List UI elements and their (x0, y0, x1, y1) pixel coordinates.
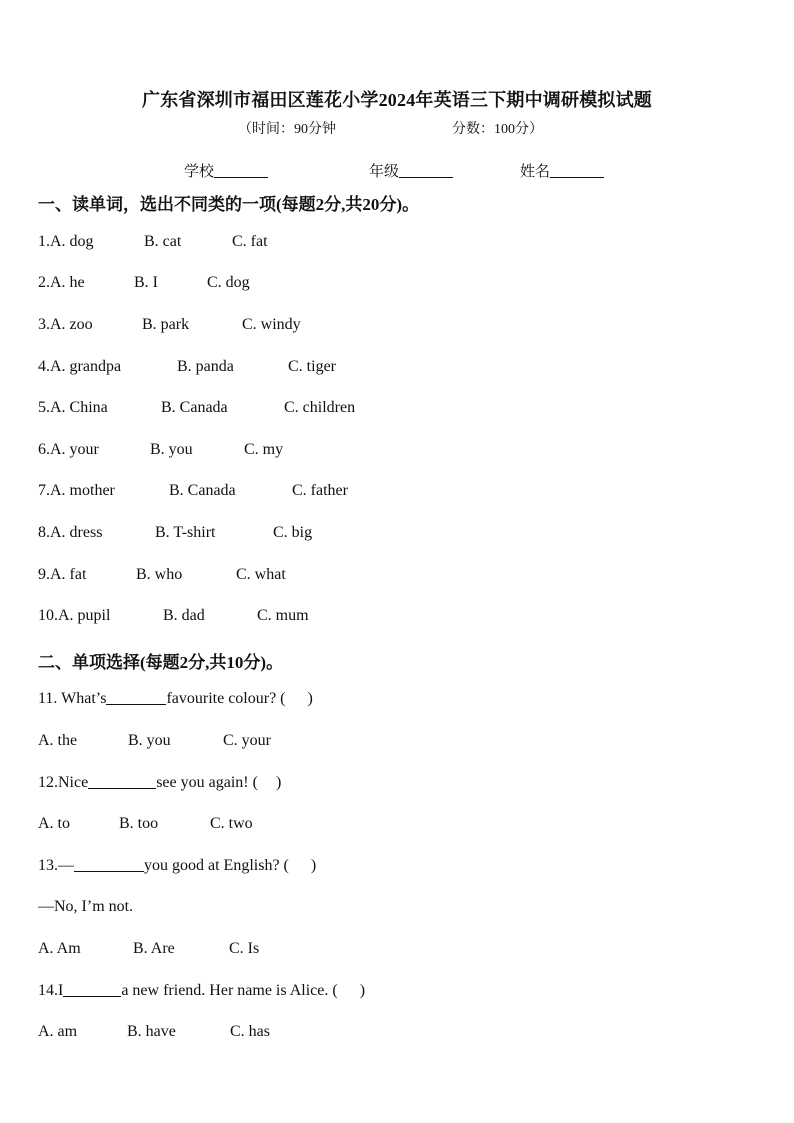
option-b: B. you (150, 441, 193, 458)
question-row (38, 441, 283, 459)
question-row (38, 524, 312, 542)
question-12-prefix: 12.Nice (38, 774, 89, 791)
option-a: A. dog (50, 233, 94, 250)
question-11-close: ) (307, 690, 313, 707)
question-11-text: favourite colour? ( (166, 690, 286, 707)
option-b: B. Are (133, 940, 175, 957)
question-12 (38, 774, 281, 792)
school-blank[interactable] (214, 163, 268, 178)
option-a: A. am (38, 1023, 78, 1040)
question-row (38, 566, 286, 584)
question-13 (38, 857, 316, 875)
option-c: C. tiger (288, 358, 336, 375)
question-number: 9. (38, 566, 50, 583)
section2-heading: 二、单项选择(每题2分,共10分)。 (38, 653, 284, 672)
option-b: B. have (127, 1023, 176, 1040)
option-b: B. panda (177, 358, 234, 375)
section1-heading: 一、读单词，选出不同类的一项(每题2分,共20分)。 (38, 195, 420, 214)
option-a: A. Am (38, 940, 81, 957)
option-a: A. pupil (58, 607, 111, 624)
question-row (38, 607, 309, 625)
option-a: A. he (50, 274, 85, 291)
grade-label: 年级 (369, 164, 400, 180)
name-blank[interactable] (550, 163, 604, 178)
question-number: 1. (38, 233, 50, 250)
question-number: 10. (38, 607, 58, 624)
option-c: C. my (244, 441, 284, 458)
options-row (38, 815, 253, 833)
option-a: A. mother (50, 482, 115, 499)
question-number: 4. (38, 358, 50, 375)
exam-score: 分数：100分） (452, 122, 543, 137)
option-b: B. Canada (169, 482, 236, 499)
question-row (38, 233, 268, 251)
question-14-text: a new friend. Her name is Alice. ( (121, 982, 338, 999)
option-a: A. the (38, 732, 78, 749)
option-c: C. mum (257, 607, 309, 624)
question-11 (38, 690, 313, 708)
question-row (38, 274, 250, 292)
question-14-close: ) (359, 982, 366, 999)
question-13-text: you good at English? ( (144, 857, 289, 874)
option-a: A. fat (50, 566, 87, 583)
name-label: 姓名 (520, 164, 551, 180)
question-13-blank[interactable] (74, 857, 144, 872)
question-number: 3. (38, 316, 50, 333)
options-row (38, 732, 271, 750)
question-12-text: see you again! ( (156, 774, 258, 791)
option-c: C. father (292, 482, 348, 499)
option-c: C. big (273, 524, 313, 541)
question-11-prefix: 11. What’s (38, 690, 107, 707)
exam-title: 广东省深圳市福田区莲花小学2024年英语三下期中调研模拟试题 (142, 90, 652, 110)
option-b: B. T-shirt (155, 524, 216, 541)
option-a: A. to (38, 815, 70, 832)
question-number: 7. (38, 482, 50, 499)
question-row (38, 358, 336, 376)
question-row (38, 316, 301, 334)
question-14-blank[interactable] (63, 982, 121, 997)
option-b: B. who (136, 566, 183, 583)
option-c: C. Is (229, 940, 260, 957)
question-11-blank[interactable] (106, 690, 166, 705)
option-b: B. I (134, 274, 158, 291)
question-13-close: ) (310, 857, 317, 874)
option-a: A. your (50, 441, 99, 458)
option-b: B. dad (163, 607, 205, 624)
school-field (184, 160, 268, 181)
option-c: C. children (284, 399, 356, 416)
grade-field (369, 160, 453, 181)
question-number: 2. (38, 274, 50, 291)
question-number: 8. (38, 524, 50, 541)
exam-time: （时间：90分钟 (238, 122, 336, 137)
question-row (38, 482, 348, 500)
name-field (520, 160, 604, 181)
school-label: 学校 (184, 164, 215, 180)
option-c: C. windy (242, 316, 301, 333)
options-row (38, 940, 259, 958)
option-c: C. your (223, 732, 271, 749)
question-number: 5. (38, 399, 50, 416)
grade-blank[interactable] (399, 163, 453, 178)
option-b: B. too (119, 815, 159, 832)
question-row (38, 399, 355, 417)
option-c: C. fat (232, 233, 268, 250)
option-c: C. two (210, 815, 253, 832)
question-13-reply: —No, I’m not. (38, 898, 134, 915)
option-c: C. dog (207, 274, 250, 291)
question-14 (38, 982, 365, 1000)
option-a: A. grandpa (50, 358, 122, 375)
option-a: A. zoo (50, 316, 93, 333)
option-a: A. China (50, 399, 108, 416)
options-row (38, 1023, 270, 1041)
option-b: B. cat (144, 233, 182, 250)
question-number: 6. (38, 441, 50, 458)
option-a: A. dress (50, 524, 103, 541)
question-14-prefix: 14.I (38, 982, 64, 999)
option-c: C. has (230, 1023, 270, 1040)
question-12-blank[interactable] (88, 774, 156, 789)
question-13-prefix: 13.— (38, 857, 74, 874)
option-b: B. park (142, 316, 190, 333)
question-12-close: ) (275, 774, 282, 791)
option-b: B. you (128, 732, 171, 749)
option-c: C. what (236, 566, 286, 583)
option-b: B. Canada (161, 399, 228, 416)
